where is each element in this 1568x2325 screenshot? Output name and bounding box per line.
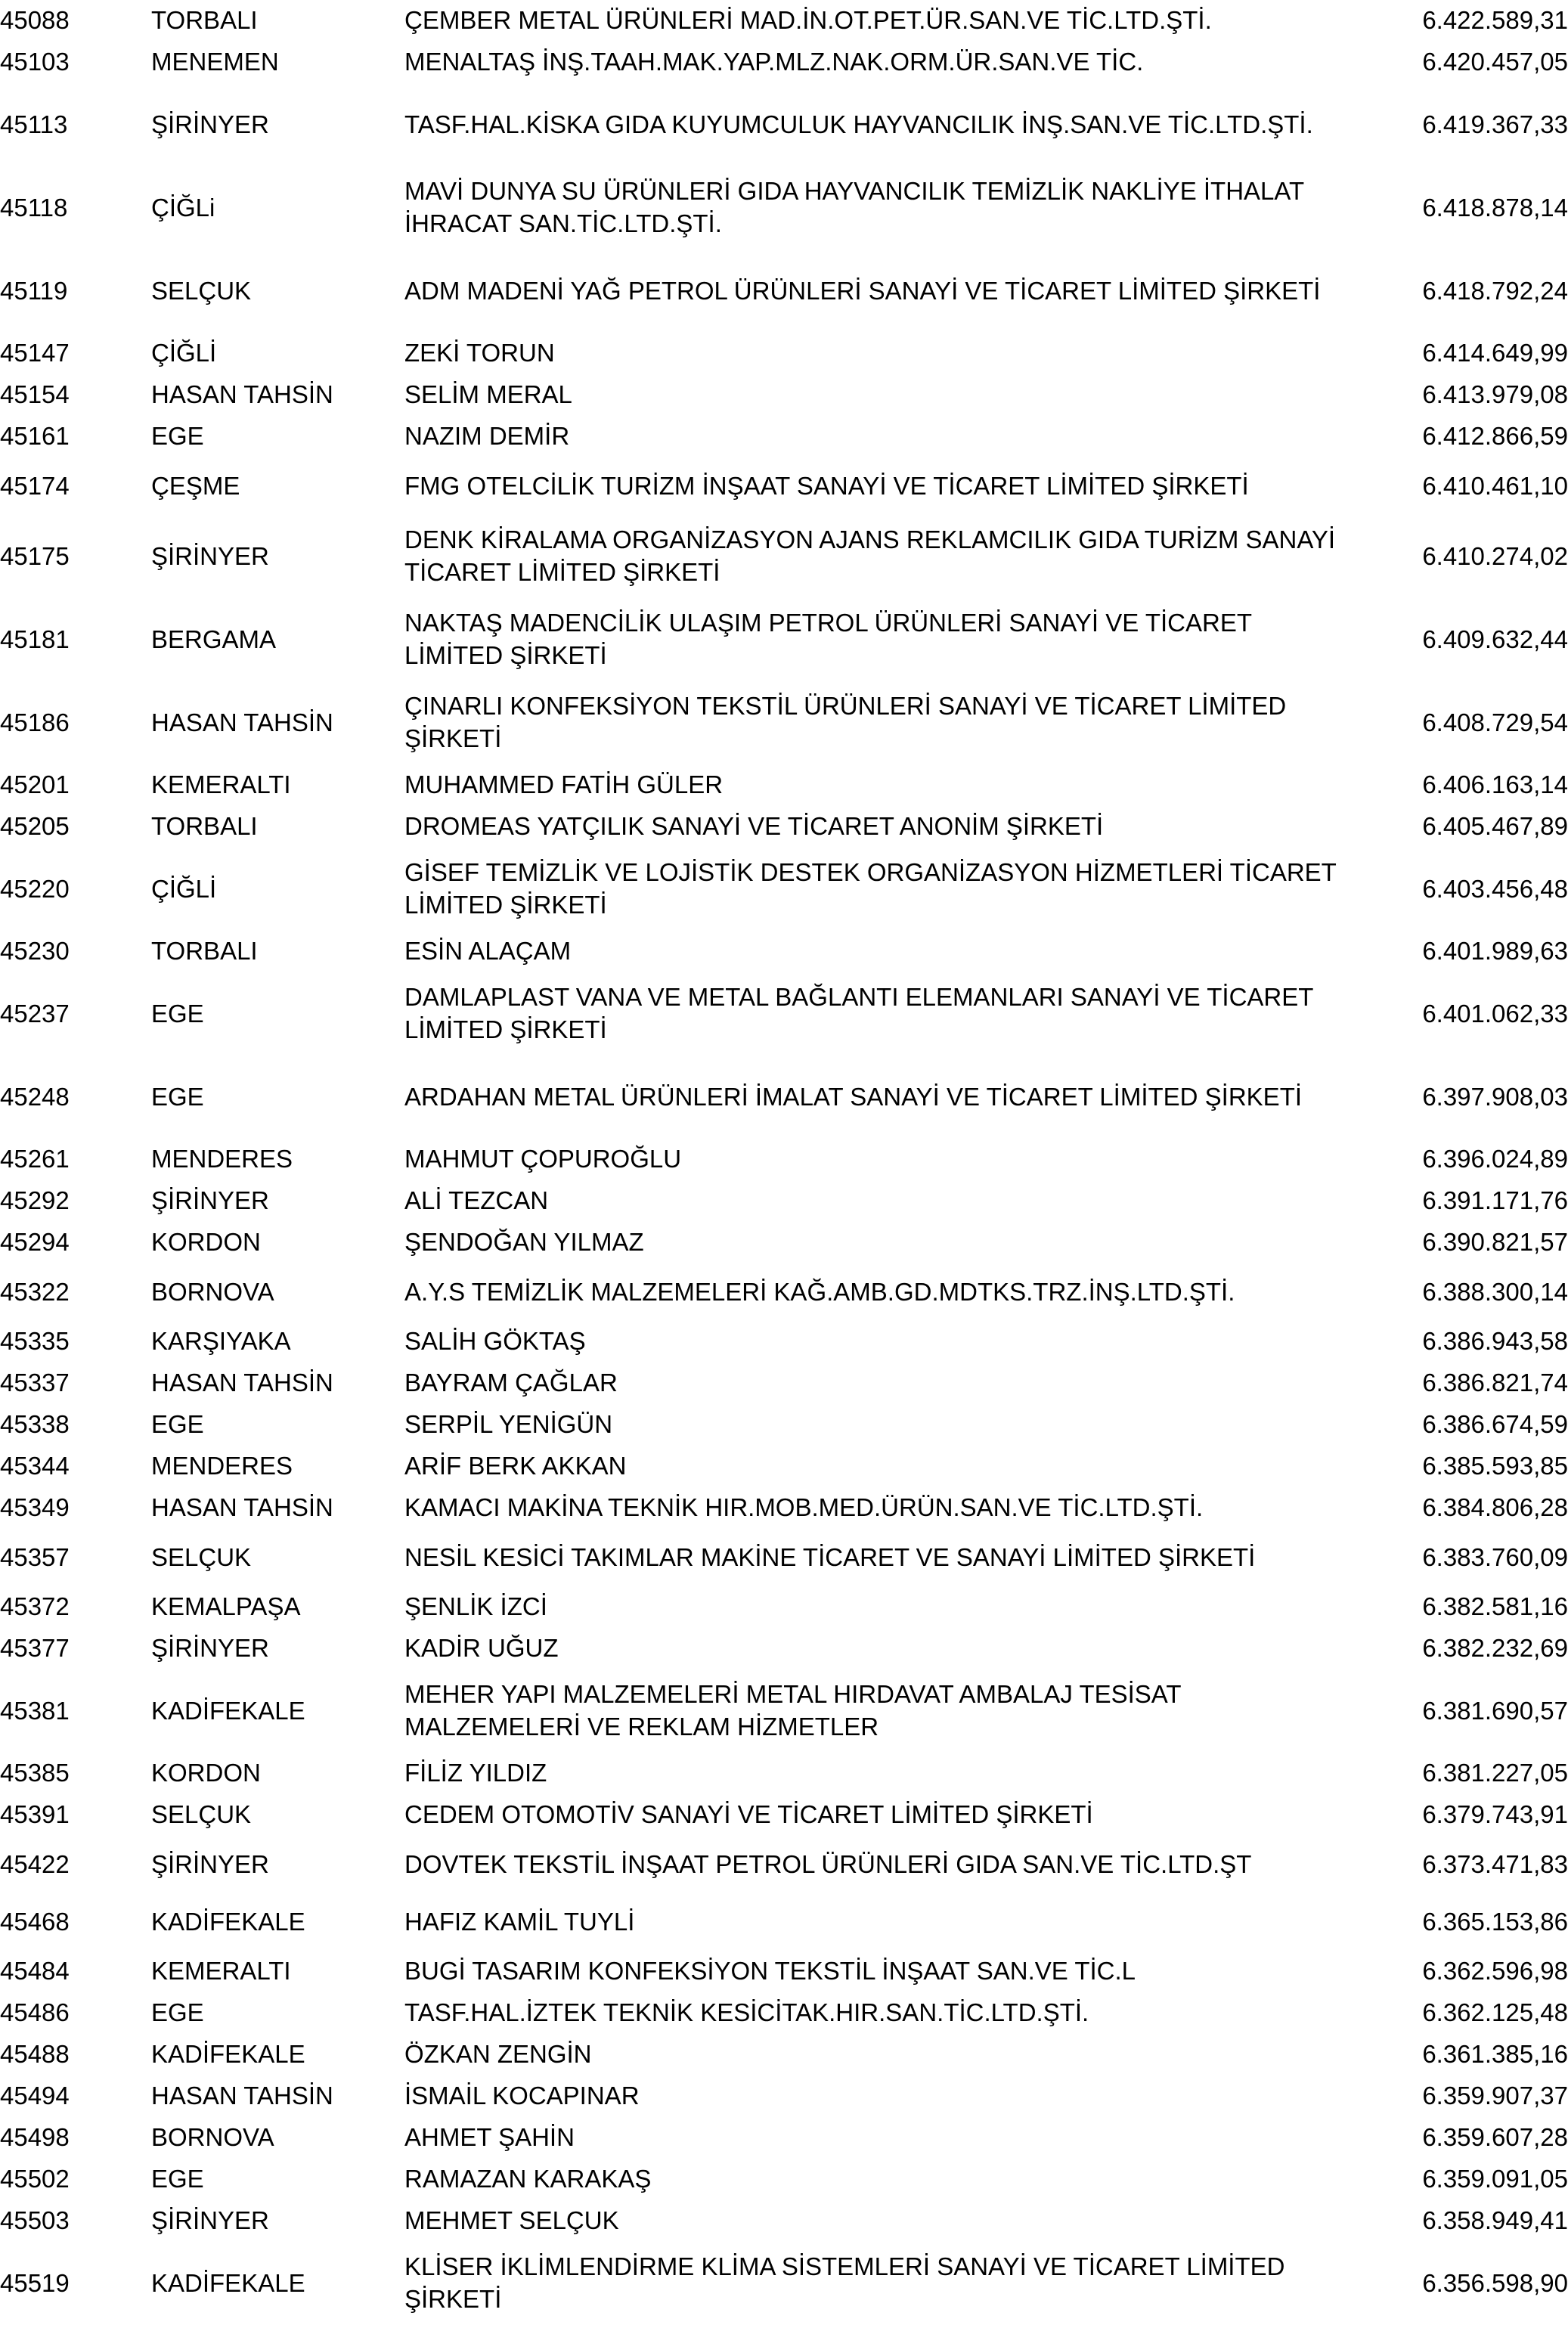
table-row (0, 42, 1568, 83)
cell-rank: 45322 (0, 1277, 70, 1306)
cell-rank: 45377 (0, 1634, 70, 1663)
cell-tax-office: HASAN TAHSİN (151, 2082, 333, 2110)
cell-rank: 45186 (0, 708, 70, 736)
cell-rank: 45294 (0, 1228, 70, 1257)
cell-tax-office: MENEMEN (151, 48, 279, 76)
cell-rank: 45220 (0, 874, 70, 903)
table-row (0, 0, 1568, 42)
cell-rank: 45337 (0, 1369, 70, 1397)
table-row (0, 1446, 1568, 1487)
cell-amount: 6.422.589,31 (1422, 6, 1568, 35)
cell-tax-office: ŞİRİNYER (151, 1186, 269, 1215)
cell-rank: 45385 (0, 1759, 70, 1787)
table-row (0, 1056, 1568, 1139)
cell-tax-office: SELÇUK (151, 1542, 252, 1571)
cell-tax-office: ŞİRİNYER (151, 1634, 269, 1663)
cell-taxpayer-name: AHMET ŞAHİN (404, 2123, 575, 2152)
cell-taxpayer-name: A.Y.S TEMİZLİK MALZEMELERİ KAĞ.AMB.GD.MDTKS.TRZ.İNŞ.LTD.ŞTİ. (404, 1277, 1235, 1306)
cell-rank: 45147 (0, 339, 70, 367)
cell-taxpayer-name: ÇEMBER METAL ÜRÜNLERİ MAD.İN.OT.PET.ÜR.SAN.VE TİC.LTD.ŞTİ. (404, 6, 1212, 35)
cell-tax-office: HASAN TAHSİN (151, 1369, 333, 1397)
cell-taxpayer-name: ALİ TEZCAN (404, 1186, 549, 1215)
cell-amount: 6.383.760,09 (1422, 1542, 1568, 1571)
table-row (0, 515, 1568, 598)
cell-amount: 6.386.943,58 (1422, 1327, 1568, 1356)
table-row (0, 1263, 1568, 1321)
table-row (0, 1992, 1568, 2034)
cell-amount: 6.382.232,69 (1422, 1634, 1568, 1663)
cell-tax-office: EGE (151, 2165, 204, 2193)
cell-amount: 6.401.062,33 (1422, 999, 1568, 1028)
cell-amount: 6.358.949,41 (1422, 2206, 1568, 2235)
table-row (0, 1794, 1568, 1836)
cell-tax-office: ŞİRİNYER (151, 1849, 269, 1878)
table-row (0, 1487, 1568, 1529)
table-row (0, 1586, 1568, 1628)
cell-tax-office: SELÇUK (151, 1800, 252, 1829)
cell-tax-office: KADİFEKALE (151, 2040, 305, 2069)
cell-taxpayer-name: MAHMUT ÇOPUROĞLU (404, 1145, 682, 1173)
cell-rank: 45344 (0, 1452, 70, 1480)
cell-amount: 6.381.690,57 (1422, 1696, 1568, 1725)
cell-taxpayer-name: NAZIM DEMİR (404, 422, 570, 451)
cell-taxpayer-name: MENALTAŞ İNŞ.TAAH.MAK.YAP.MLZ.NAK.ORM.ÜR.SAN.VE TİC. (404, 48, 1144, 76)
cell-rank: 45248 (0, 1082, 70, 1111)
cell-tax-office: KADİFEKALE (151, 2268, 305, 2297)
cell-amount: 6.362.125,48 (1422, 1998, 1568, 2027)
cell-amount: 6.386.821,74 (1422, 1369, 1568, 1397)
cell-rank: 45201 (0, 770, 70, 799)
cell-tax-office: BORNOVA (151, 2123, 274, 2152)
cell-amount: 6.391.171,76 (1422, 1186, 1568, 1215)
cell-taxpayer-name: MAVİ DUNYA SU ÜRÜNLERİ GIDA HAYVANCILIK TEMİZLİK NAKLİYE İTHALAT İHRACAT SAN.TİC.LTD.ŞTİ. (404, 177, 1304, 237)
cell-taxpayer-name: DROMEAS YATÇILIK SANAYİ VE TİCARET ANONİM ŞİRKETİ (404, 812, 1104, 841)
table-row (0, 1669, 1568, 1753)
cell-taxpayer-name: ARİF BERK AKKAN (404, 1452, 627, 1480)
cell-amount: 6.408.729,54 (1422, 708, 1568, 736)
cell-taxpayer-name: DOVTEK TEKSTİL İNŞAAT PETROL ÜRÜNLERİ GIDA SAN.VE TİC.LTD.ŞT (404, 1849, 1252, 1878)
cell-amount: 6.405.467,89 (1422, 812, 1568, 841)
cell-amount: 6.388.300,14 (1422, 1277, 1568, 1306)
cell-amount: 6.359.607,28 (1422, 2123, 1568, 2152)
table-row (0, 2242, 1568, 2325)
table-row (0, 931, 1568, 972)
table-row (0, 848, 1568, 931)
cell-taxpayer-name: MEHMET SELÇUK (404, 2206, 619, 2235)
table-row (0, 416, 1568, 457)
cell-tax-office: EGE (151, 999, 204, 1028)
cell-amount: 6.419.367,33 (1422, 110, 1568, 138)
table-row (0, 1753, 1568, 1794)
table-row (0, 2075, 1568, 2117)
cell-tax-office: HASAN TAHSİN (151, 1493, 333, 1522)
cell-tax-office: ÇİĞLİ (151, 874, 217, 903)
cell-rank: 45494 (0, 2082, 70, 2110)
cell-amount: 6.410.274,02 (1422, 541, 1568, 570)
cell-amount: 6.359.091,05 (1422, 2165, 1568, 2193)
cell-tax-office: KORDON (151, 1759, 261, 1787)
table-row (0, 806, 1568, 848)
cell-amount: 6.409.632,44 (1422, 625, 1568, 653)
cell-rank: 45175 (0, 541, 70, 570)
cell-taxpayer-name: SERPİL YENİGÜN (404, 1410, 613, 1439)
table-row (0, 1180, 1568, 1222)
cell-rank: 45237 (0, 999, 70, 1028)
cell-tax-office: ŞİRİNYER (151, 541, 269, 570)
cell-amount: 6.412.866,59 (1422, 422, 1568, 451)
cell-amount: 6.382.581,16 (1422, 1592, 1568, 1621)
cell-tax-office: KADİFEKALE (151, 1907, 305, 1936)
cell-taxpayer-name: ESİN ALAÇAM (404, 937, 572, 966)
cell-rank: 45422 (0, 1849, 70, 1878)
cell-tax-office: ÇEŞME (151, 471, 240, 500)
cell-rank: 45103 (0, 48, 70, 76)
cell-amount: 6.361.385,16 (1422, 2040, 1568, 2069)
cell-rank: 45181 (0, 625, 70, 653)
table-row (0, 333, 1568, 374)
cell-amount: 6.381.227,05 (1422, 1759, 1568, 1787)
cell-tax-office: ŞİRİNYER (151, 110, 269, 138)
cell-rank: 45154 (0, 380, 70, 409)
cell-tax-office: TORBALI (151, 937, 258, 966)
table-row (0, 1529, 1568, 1586)
cell-taxpayer-name: HAFIZ KAMİL TUYLİ (404, 1907, 635, 1936)
cell-rank: 45372 (0, 1592, 70, 1621)
cell-taxpayer-name: FİLİZ YILDIZ (404, 1759, 547, 1787)
cell-rank: 45391 (0, 1800, 70, 1829)
cell-tax-office: KEMERALTI (151, 770, 291, 799)
cell-amount: 6.390.821,57 (1422, 1228, 1568, 1257)
table-row (0, 1836, 1568, 1893)
cell-tax-office: EGE (151, 1410, 204, 1439)
table-row (0, 83, 1568, 166)
cell-tax-office: KEMALPAŞA (151, 1592, 301, 1621)
table-row (0, 972, 1568, 1056)
cell-amount: 6.418.878,14 (1422, 193, 1568, 222)
cell-taxpayer-name: KAMACI MAKİNA TEKNİK HIR.MOB.MED.ÜRÜN.SAN.VE TİC.LTD.ŞTİ. (404, 1493, 1204, 1522)
cell-rank: 45292 (0, 1186, 70, 1215)
cell-tax-office: KORDON (151, 1228, 261, 1257)
cell-taxpayer-name: DAMLAPLAST VANA VE METAL BAĞLANTI ELEMANLARI SANAYİ VE TİCARET LİMİTED ŞİRKETİ (404, 983, 1313, 1043)
cell-amount: 6.413.979,08 (1422, 380, 1568, 409)
cell-tax-office: TORBALI (151, 6, 258, 35)
cell-amount: 6.396.024,89 (1422, 1145, 1568, 1173)
table-row (0, 2200, 1568, 2242)
cell-taxpayer-name: SALİH GÖKTAŞ (404, 1327, 586, 1356)
table-row (0, 1951, 1568, 1992)
cell-rank: 45118 (0, 193, 68, 222)
cell-tax-office: BORNOVA (151, 1277, 274, 1306)
table-row (0, 1362, 1568, 1404)
cell-tax-office: EGE (151, 422, 204, 451)
cell-rank: 45119 (0, 276, 68, 305)
cell-tax-office: HASAN TAHSİN (151, 708, 333, 736)
cell-tax-office: ÇİĞLİ (151, 339, 217, 367)
cell-tax-office: SELÇUK (151, 276, 252, 305)
cell-rank: 45381 (0, 1696, 70, 1725)
cell-amount: 6.397.908,03 (1422, 1082, 1568, 1111)
cell-taxpayer-name: ARDAHAN METAL ÜRÜNLERİ İMALAT SANAYİ VE TİCARET LİMİTED ŞİRKETİ (404, 1082, 1303, 1111)
cell-amount: 6.406.163,14 (1422, 770, 1568, 799)
cell-amount: 6.418.792,24 (1422, 276, 1568, 305)
cell-tax-office: TORBALI (151, 812, 258, 841)
cell-rank: 45261 (0, 1145, 70, 1173)
cell-rank: 45205 (0, 812, 70, 841)
table-row (0, 250, 1568, 333)
cell-rank: 45502 (0, 2165, 70, 2193)
cell-taxpayer-name: ŞENLİK İZCİ (404, 1592, 547, 1621)
cell-taxpayer-name: KLİSER İKLİMLENDİRME KLİMA SİSTEMLERİ SANAYİ VE TİCARET LİMİTED ŞİRKETİ (404, 2252, 1285, 2313)
cell-amount: 6.420.457,05 (1422, 48, 1568, 76)
cell-rank: 45468 (0, 1907, 70, 1936)
cell-rank: 45488 (0, 2040, 70, 2069)
table-row (0, 1404, 1568, 1446)
table-row (0, 681, 1568, 764)
cell-rank: 45161 (0, 422, 70, 451)
cell-amount: 6.410.461,10 (1422, 471, 1568, 500)
cell-tax-office: MENDERES (151, 1145, 293, 1173)
cell-taxpayer-name: İSMAİL KOCAPINAR (404, 2082, 640, 2110)
cell-taxpayer-name: BUGİ TASARIM KONFEKSİYON TEKSTİL İNŞAAT SAN.VE TİC.L (404, 1957, 1136, 1986)
cell-taxpayer-name: KADİR UĞUZ (404, 1634, 559, 1663)
cell-tax-office: ŞİRİNYER (151, 2206, 269, 2235)
cell-rank: 45498 (0, 2123, 70, 2152)
cell-rank: 45349 (0, 1493, 70, 1522)
cell-amount: 6.384.806,28 (1422, 1493, 1568, 1522)
table-row (0, 1139, 1568, 1180)
cell-amount: 6.401.989,63 (1422, 937, 1568, 966)
table-row (0, 1628, 1568, 1669)
cell-rank: 45088 (0, 6, 70, 35)
cell-tax-office: KARŞIYAKA (151, 1327, 291, 1356)
table-row (0, 1321, 1568, 1362)
cell-rank: 45338 (0, 1410, 70, 1439)
table-row (0, 2159, 1568, 2200)
table-row (0, 374, 1568, 416)
cell-taxpayer-name: MEHER YAPI MALZEMELERİ METAL HIRDAVAT AMBALAJ TESİSAT MALZEMELERİ VE REKLAM HİZMETLER (404, 1680, 1181, 1741)
cell-tax-office: BERGAMA (151, 625, 277, 653)
cell-tax-office: ÇİĞLi (151, 193, 215, 222)
cell-amount: 6.403.456,48 (1422, 874, 1568, 903)
table-row (0, 166, 1568, 250)
cell-rank: 45486 (0, 1998, 70, 2027)
cell-amount: 6.356.598,90 (1422, 2268, 1568, 2297)
cell-amount: 6.362.596,98 (1422, 1957, 1568, 1986)
cell-amount: 6.359.907,37 (1422, 2082, 1568, 2110)
table-row (0, 1222, 1568, 1263)
cell-tax-office: MENDERES (151, 1452, 293, 1480)
cell-taxpayer-name: DENK KİRALAMA ORGANİZASYON AJANS REKLAMCILIK GIDA TURİZM SANAYİ TİCARET LİMİTED ŞİRKETİ (404, 525, 1336, 586)
cell-amount: 6.373.471,83 (1422, 1849, 1568, 1878)
table-row (0, 1893, 1568, 1951)
cell-rank: 45230 (0, 937, 70, 966)
table-row (0, 2034, 1568, 2075)
table-row (0, 457, 1568, 515)
cell-tax-office: KEMERALTI (151, 1957, 291, 1986)
cell-taxpayer-name: RAMAZAN KARAKAŞ (404, 2165, 652, 2193)
cell-taxpayer-name: NAKTAŞ MADENCİLİK ULAŞIM PETROL ÜRÜNLERİ SANAYİ VE TİCARET LİMİTED ŞİRKETİ (404, 609, 1252, 669)
cell-amount: 6.414.649,99 (1422, 339, 1568, 367)
cell-taxpayer-name: SELİM MERAL (404, 380, 572, 409)
cell-rank: 45174 (0, 471, 70, 500)
cell-taxpayer-name: GİSEF TEMİZLİK VE LOJİSTİK DESTEK ORGANİZASYON HİZMETLERİ TİCARET LİMİTED ŞİRKETİ (404, 858, 1337, 919)
cell-taxpayer-name: ADM MADENİ YAĞ PETROL ÜRÜNLERİ SANAYİ VE TİCARET LİMİTED ŞİRKETİ (404, 276, 1321, 305)
cell-tax-office: EGE (151, 1998, 204, 2027)
table-row (0, 2117, 1568, 2159)
cell-rank: 45484 (0, 1957, 70, 1986)
cell-taxpayer-name: TASF.HAL.KİSKA GIDA KUYUMCULUK HAYVANCILIK İNŞ.SAN.VE TİC.LTD.ŞTİ. (404, 110, 1313, 138)
cell-rank: 45335 (0, 1327, 70, 1356)
cell-amount: 6.379.743,91 (1422, 1800, 1568, 1829)
cell-tax-office: KADİFEKALE (151, 1696, 305, 1725)
cell-tax-office: EGE (151, 1082, 204, 1111)
cell-rank: 45503 (0, 2206, 70, 2235)
cell-tax-office: HASAN TAHSİN (151, 380, 333, 409)
cell-taxpayer-name: BAYRAM ÇAĞLAR (404, 1369, 618, 1397)
cell-amount: 6.365.153,86 (1422, 1907, 1568, 1936)
cell-rank: 45113 (0, 110, 68, 138)
cell-rank: 45519 (0, 2268, 70, 2297)
cell-taxpayer-name: MUHAMMED FATİH GÜLER (404, 770, 724, 799)
cell-taxpayer-name: FMG OTELCİLİK TURİZM İNŞAAT SANAYİ VE TİCARET LİMİTED ŞİRKETİ (404, 471, 1249, 500)
table-row (0, 764, 1568, 806)
cell-rank: 45357 (0, 1542, 70, 1571)
cell-taxpayer-name: CEDEM OTOMOTİV SANAYİ VE TİCARET LİMİTED ŞİRKETİ (404, 1800, 1093, 1829)
table-row (0, 598, 1568, 681)
cell-taxpayer-name: TASF.HAL.İZTEK TEKNİK KESİCİTAK.HIR.SAN.TİC.LTD.ŞTİ. (404, 1998, 1089, 2027)
cell-taxpayer-name: ZEKİ TORUN (404, 339, 555, 367)
cell-taxpayer-name: NESİL KESİCİ TAKIMLAR MAKİNE TİCARET VE SANAYİ LİMİTED ŞİRKETİ (404, 1542, 1256, 1571)
cell-taxpayer-name: ÇINARLI KONFEKSİYON TEKSTİL ÜRÜNLERİ SANAYİ VE TİCARET LİMİTED ŞİRKETİ (404, 692, 1287, 752)
cell-taxpayer-name: ÖZKAN ZENGİN (404, 2040, 592, 2069)
cell-taxpayer-name: ŞENDOĞAN YILMAZ (404, 1228, 644, 1257)
cell-amount: 6.385.593,85 (1422, 1452, 1568, 1480)
cell-amount: 6.386.674,59 (1422, 1410, 1568, 1439)
